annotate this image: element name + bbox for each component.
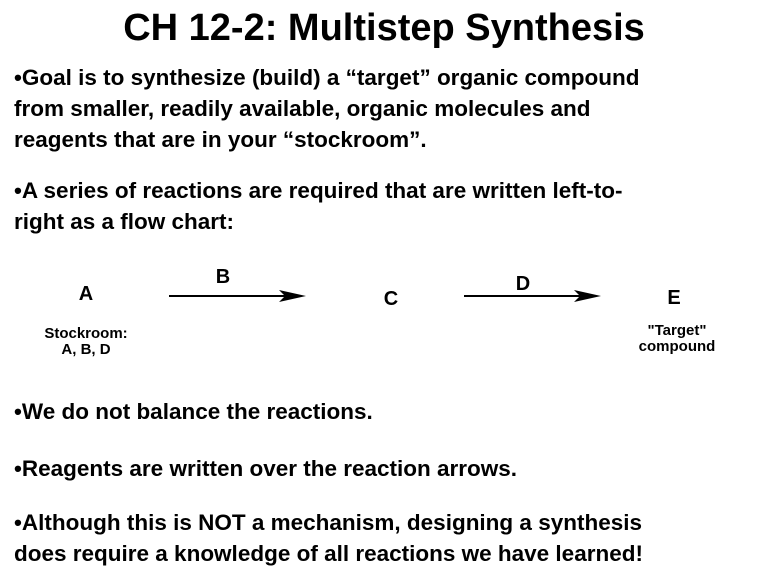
stockroom-note-line-1: Stockroom: (44, 325, 128, 342)
bullet-series-line-2: right as a flow chart: (14, 209, 235, 234)
compound-a-label: A (78, 283, 94, 305)
bullet-goal-line-3: reagents that are in your “stockroom”. (14, 127, 427, 152)
bullet-series-line-1: •A series of reactions are required that are written left-to- (14, 178, 623, 203)
bullet-balance (14, 396, 764, 427)
reaction-arrow-1 (168, 287, 308, 305)
bullet-mechanism-line-2: does require a knowledge of all reactions we have learned! (14, 541, 643, 566)
stockroom-note-line-2: A, B, D (61, 341, 111, 358)
bullet-goal (14, 62, 764, 155)
reagent-d-label: D (515, 273, 531, 295)
target-note (617, 323, 737, 355)
stockroom-note (26, 326, 146, 358)
reaction-arrow-2 (463, 287, 603, 305)
bullet-goal-line-2: from smaller, readily available, organic molecules and (14, 96, 591, 121)
slide-title: CH 12-2: Multistep Synthesis (123, 7, 645, 49)
bullet-reagents (14, 453, 764, 484)
bullet-reagents-line-1: •Reagents are written over the reaction arrows. (14, 456, 518, 481)
target-note-line-2: compound (638, 338, 716, 355)
bullet-mechanism (14, 507, 764, 569)
bullet-mechanism-line-1: •Although this is NOT a mechanism, designing a synthesis (14, 510, 642, 535)
bullet-goal-line-1: •Goal is to synthesize (build) a “target” organic compound (14, 65, 640, 90)
bullet-series (14, 175, 764, 237)
compound-e-label: E (667, 287, 681, 309)
bullet-balance-line-1: •We do not balance the reactions. (14, 399, 373, 424)
target-note-line-1: "Target" (647, 322, 707, 339)
reagent-b-label: B (215, 266, 231, 288)
compound-c-label: C (383, 288, 399, 310)
